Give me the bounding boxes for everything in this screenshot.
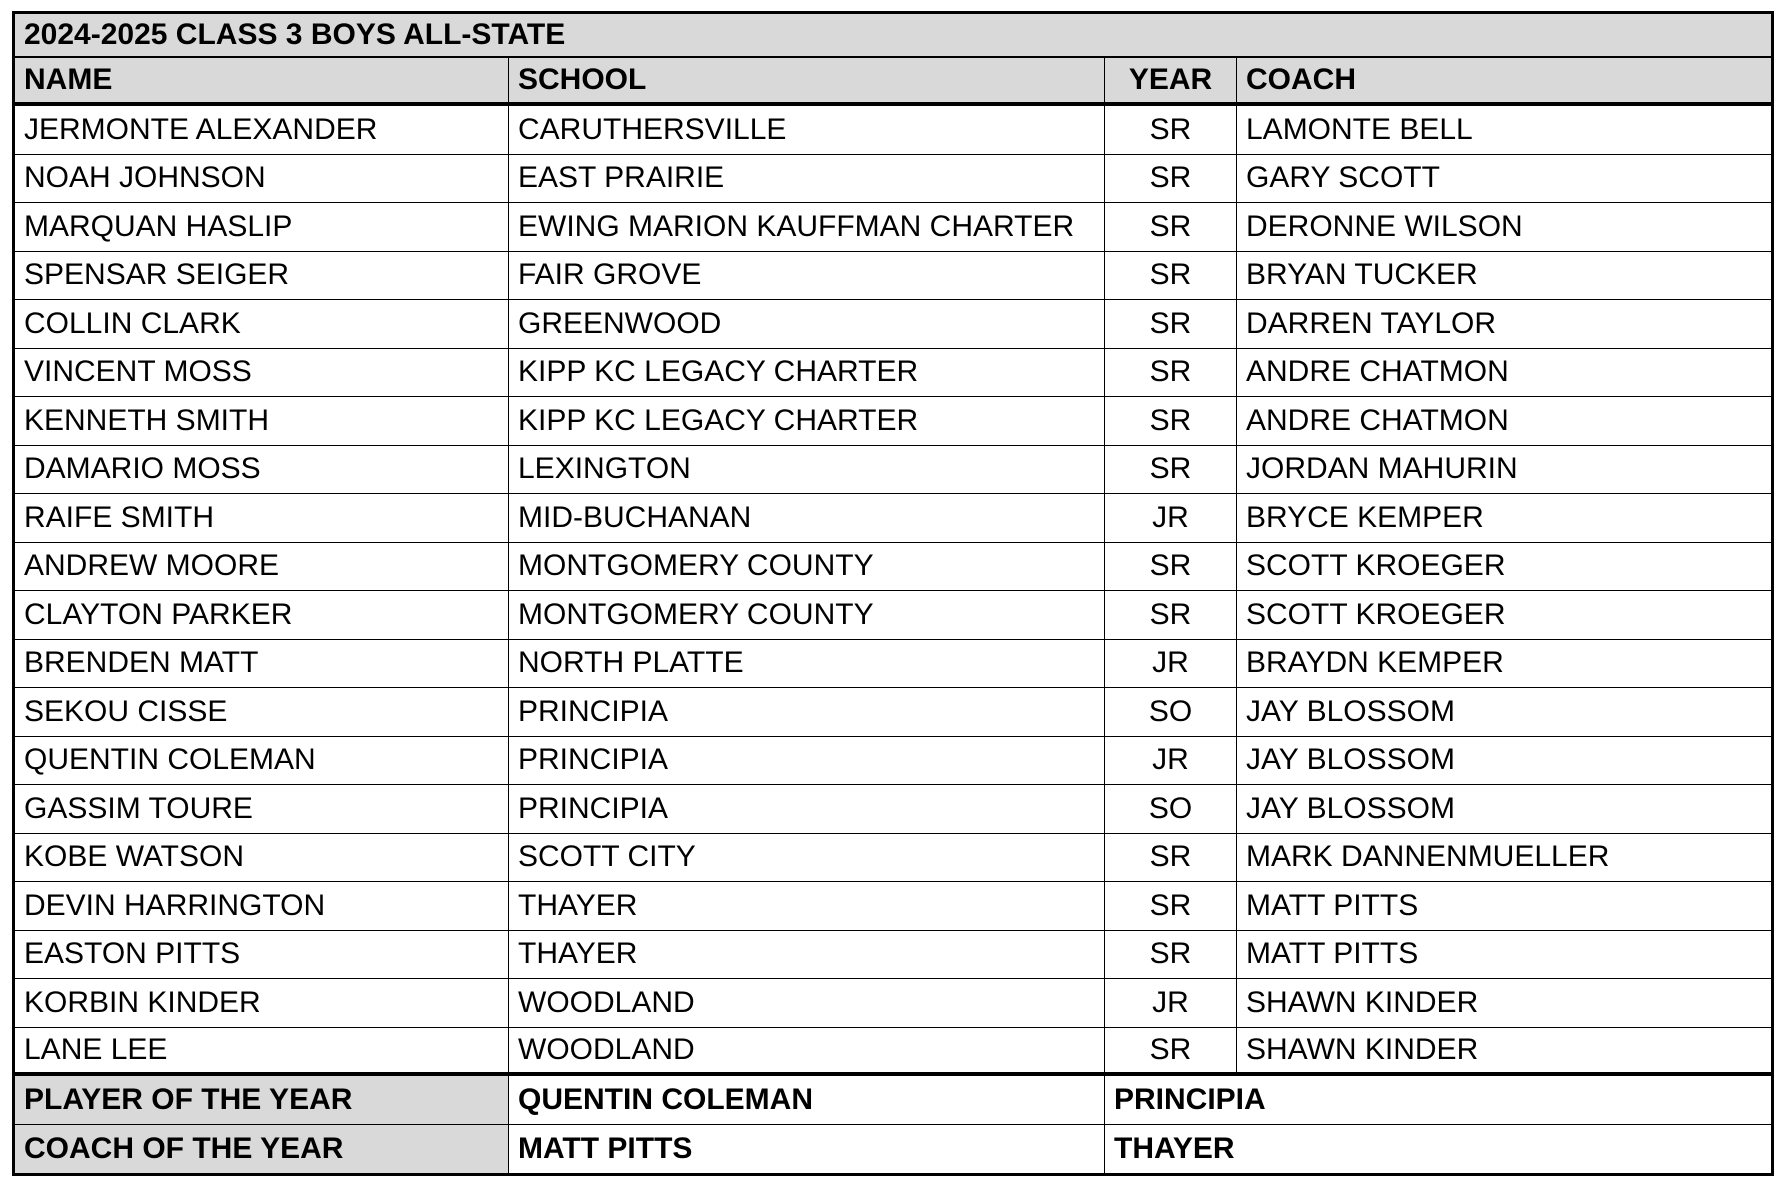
player-coach: DERONNE WILSON xyxy=(1246,209,1523,243)
player-name: SEKOU CISSE xyxy=(15,688,509,736)
table-row xyxy=(15,106,1771,155)
player-coach: MARK DANNENMUELLER xyxy=(1246,840,1610,874)
player-coach: JAY BLOSSOM xyxy=(1246,791,1455,825)
player-coach: GARY SCOTT xyxy=(1246,161,1440,195)
player-coach: JAY BLOSSOM xyxy=(1246,743,1455,777)
header-name: NAME xyxy=(15,58,509,102)
player-name: ANDREW MOORE xyxy=(15,543,509,591)
player-name: BRENDEN MATT xyxy=(15,640,509,688)
player-name: JERMONTE ALEXANDER xyxy=(15,106,509,154)
player-school: THAYER xyxy=(509,931,1105,979)
award-label: PLAYER OF THE YEAR xyxy=(15,1076,509,1124)
player-name: KOBE WATSON xyxy=(15,834,509,882)
all-state-table xyxy=(12,11,1774,1176)
table-row xyxy=(15,640,1771,689)
player-school: CARUTHERSVILLE xyxy=(509,106,1105,154)
player-coach: DARREN TAYLOR xyxy=(1246,306,1497,340)
player-coach: BRYCE KEMPER xyxy=(1246,500,1484,534)
table-row xyxy=(15,591,1771,640)
player-coach: SHAWN KINDER xyxy=(1246,1032,1479,1066)
player-name: DEVIN HARRINGTON xyxy=(15,882,509,930)
award-winner: MATT PITTS xyxy=(509,1125,1105,1174)
table-row xyxy=(15,349,1771,398)
player-school: FAIR GROVE xyxy=(509,252,1105,300)
award-school: THAYER xyxy=(1114,1131,1235,1165)
player-school: EAST PRAIRIE xyxy=(509,155,1105,203)
award-row xyxy=(15,1076,1771,1125)
player-year: SR xyxy=(1105,397,1237,445)
player-year: JR xyxy=(1105,494,1237,542)
player-school: KIPP KC LEGACY CHARTER xyxy=(509,349,1105,397)
player-school: EWING MARION KAUFFMAN CHARTER xyxy=(509,203,1105,251)
player-coach: JAY BLOSSOM xyxy=(1246,694,1455,728)
player-school: MONTGOMERY COUNTY xyxy=(509,591,1105,639)
award-winner: QUENTIN COLEMAN xyxy=(509,1076,1105,1124)
player-year: SR xyxy=(1105,349,1237,397)
table-row xyxy=(15,300,1771,349)
player-school: PRINCIPIA xyxy=(509,688,1105,736)
player-year: SR xyxy=(1105,931,1237,979)
player-year: SR xyxy=(1105,882,1237,930)
player-coach: LAMONTE BELL xyxy=(1246,112,1473,146)
player-coach: SCOTT KROEGER xyxy=(1246,549,1506,583)
table-row xyxy=(15,494,1771,543)
player-coach: BRAYDN KEMPER xyxy=(1246,646,1504,680)
player-school: THAYER xyxy=(509,882,1105,930)
player-school: SCOTT CITY xyxy=(509,834,1105,882)
player-school: LEXINGTON xyxy=(509,446,1105,494)
player-name: MARQUAN HASLIP xyxy=(15,203,509,251)
table-row xyxy=(15,834,1771,883)
player-name: GASSIM TOURE xyxy=(15,785,509,833)
player-name: NOAH JOHNSON xyxy=(15,155,509,203)
header-coach: COACH xyxy=(1246,63,1356,96)
player-year: SR xyxy=(1105,591,1237,639)
player-coach: SCOTT KROEGER xyxy=(1246,597,1506,631)
player-year: SR xyxy=(1105,155,1237,203)
player-year: SR xyxy=(1105,300,1237,348)
player-name: CLAYTON PARKER xyxy=(15,591,509,639)
player-year: JR xyxy=(1105,979,1237,1027)
player-coach: MATT PITTS xyxy=(1246,888,1419,922)
table-row xyxy=(15,203,1771,252)
player-name: SPENSAR SEIGER xyxy=(15,252,509,300)
player-year: SR xyxy=(1105,203,1237,251)
table-row xyxy=(15,688,1771,737)
player-name: DAMARIO MOSS xyxy=(15,446,509,494)
awards-section xyxy=(15,1076,1771,1173)
header-school: SCHOOL xyxy=(509,58,1105,102)
player-year: JR xyxy=(1105,737,1237,785)
player-year: SO xyxy=(1105,785,1237,833)
player-year: SR xyxy=(1105,446,1237,494)
player-coach: ANDRE CHATMON xyxy=(1246,403,1509,437)
player-rows xyxy=(15,106,1771,1076)
player-coach: BRYAN TUCKER xyxy=(1246,258,1478,292)
player-year: SR xyxy=(1105,252,1237,300)
player-coach: SHAWN KINDER xyxy=(1246,985,1479,1019)
table-row xyxy=(15,252,1771,301)
player-name: EASTON PITTS xyxy=(15,931,509,979)
table-row xyxy=(15,979,1771,1028)
player-year: SR xyxy=(1105,834,1237,882)
player-school: PRINCIPIA xyxy=(509,737,1105,785)
player-name: COLLIN CLARK xyxy=(15,300,509,348)
player-year: SR xyxy=(1105,106,1237,154)
player-year: SR xyxy=(1105,543,1237,591)
player-school: MONTGOMERY COUNTY xyxy=(509,543,1105,591)
player-coach: MATT PITTS xyxy=(1246,937,1419,971)
player-year: JR xyxy=(1105,640,1237,688)
award-row xyxy=(15,1125,1771,1174)
table-row xyxy=(15,155,1771,204)
column-header-row xyxy=(15,58,1771,106)
player-school: NORTH PLATTE xyxy=(509,640,1105,688)
player-school: GREENWOOD xyxy=(509,300,1105,348)
table-row xyxy=(15,931,1771,980)
player-year: SO xyxy=(1105,688,1237,736)
table-row xyxy=(15,785,1771,834)
player-school: MID-BUCHANAN xyxy=(509,494,1105,542)
player-name: KENNETH SMITH xyxy=(15,397,509,445)
player-school: WOODLAND xyxy=(509,1028,1105,1073)
player-year: SR xyxy=(1105,1028,1237,1073)
player-name: LANE LEE xyxy=(15,1028,509,1073)
table-title: 2024-2025 CLASS 3 BOYS ALL-STATE xyxy=(15,14,1771,58)
player-coach: ANDRE CHATMON xyxy=(1246,355,1509,389)
table-row xyxy=(15,543,1771,592)
player-school: WOODLAND xyxy=(509,979,1105,1027)
table-row xyxy=(15,446,1771,495)
table-row xyxy=(15,882,1771,931)
player-name: KORBIN KINDER xyxy=(15,979,509,1027)
player-coach: JORDAN MAHURIN xyxy=(1246,452,1518,486)
player-school: PRINCIPIA xyxy=(509,785,1105,833)
header-year: YEAR xyxy=(1105,58,1237,102)
player-name: QUENTIN COLEMAN xyxy=(15,737,509,785)
table-row xyxy=(15,737,1771,786)
player-name: VINCENT MOSS xyxy=(15,349,509,397)
player-name: RAIFE SMITH xyxy=(15,494,509,542)
player-school: KIPP KC LEGACY CHARTER xyxy=(509,397,1105,445)
table-row xyxy=(15,1028,1771,1077)
table-row xyxy=(15,397,1771,446)
award-school: PRINCIPIA xyxy=(1114,1082,1266,1116)
award-label: COACH OF THE YEAR xyxy=(15,1125,509,1174)
